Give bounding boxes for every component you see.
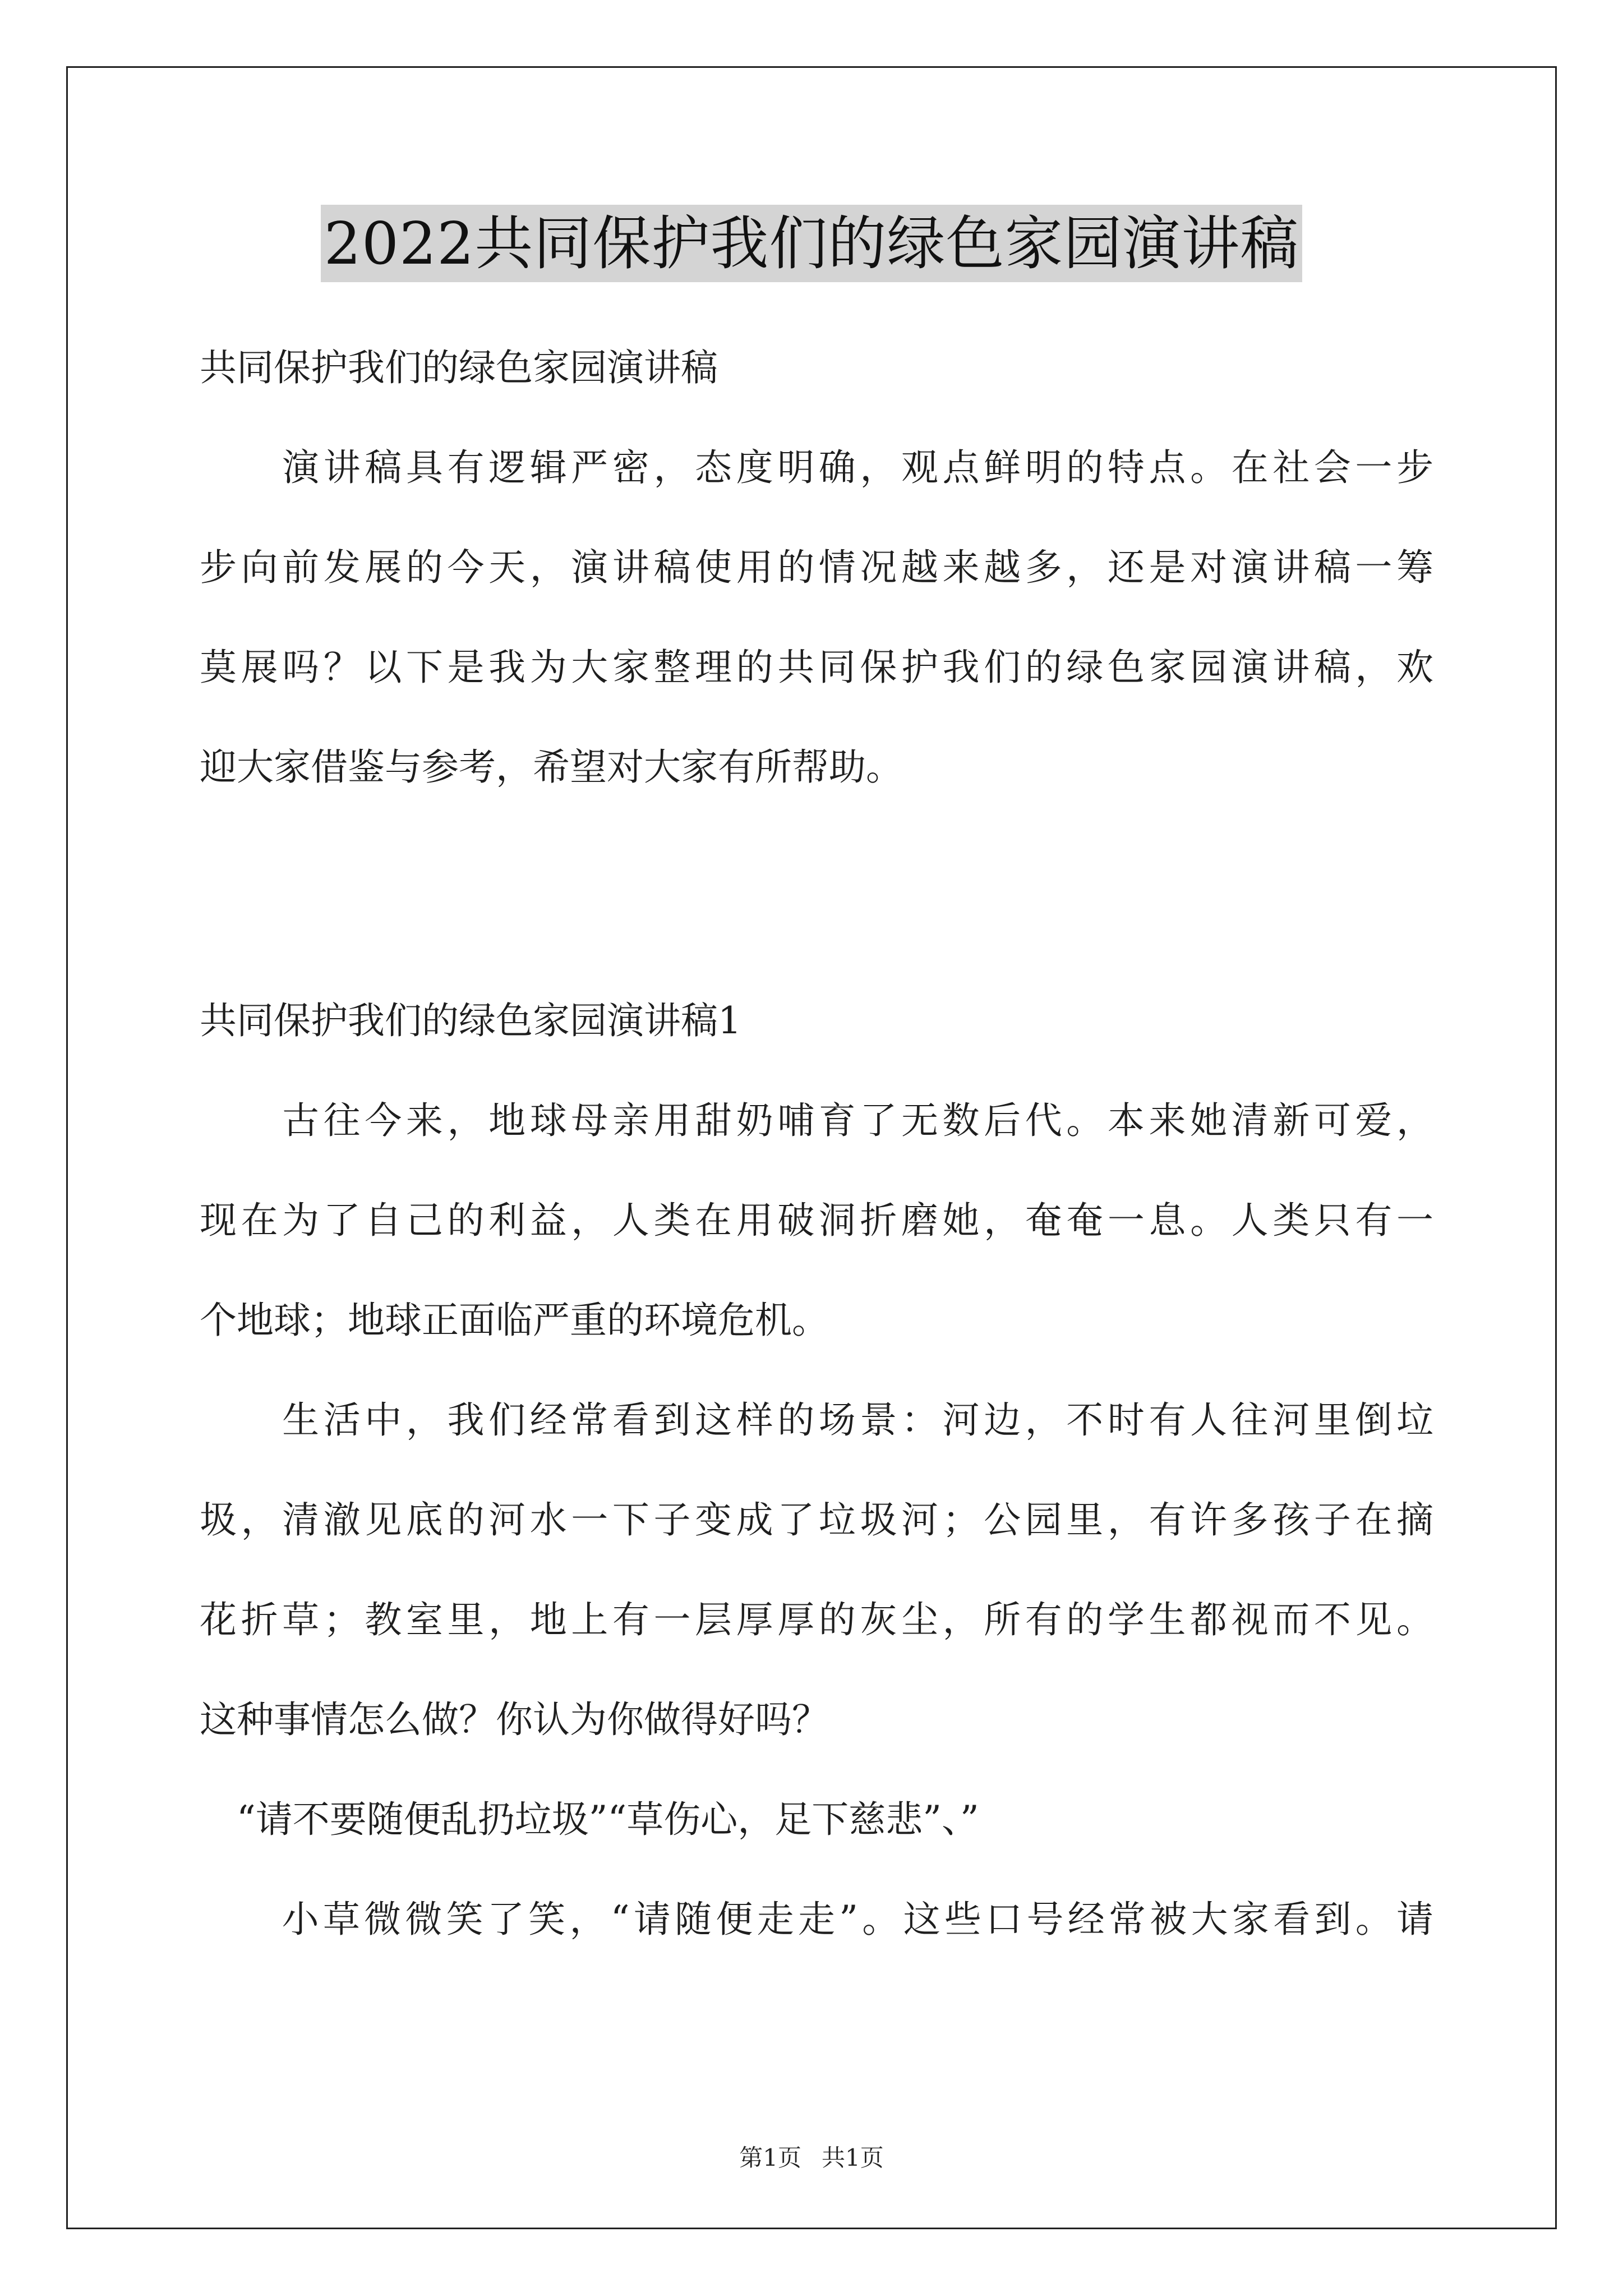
total-pages: 共1页 <box>822 2144 884 2171</box>
paragraph-line: 古往今来，地球母亲用甜奶哺育了无数后代。本来她清新可爱， <box>200 1099 1433 1142</box>
paragraph-line: 生活中，我们经常看到这样的场景：河边，不时有人往河里倒垃 <box>200 1398 1433 1442</box>
paragraph-line: 迎大家借鉴与参考，希望对大家有所帮助。 <box>200 746 903 789</box>
paragraph-line: 花折草；教室里，地上有一层厚厚的灰尘，所有的学生都视而不见。 <box>200 1598 1433 1641</box>
paragraph-line: 演讲稿具有逻辑严密，态度明确，观点鲜明的特点。在社会一步 <box>200 446 1433 489</box>
section-heading: 共同保护我们的绿色家园演讲稿1 <box>200 999 741 1042</box>
title-container <box>0 205 1623 282</box>
page-number: 第1页 <box>739 2144 801 2171</box>
paragraph-line: 圾，清澈见底的河水一下子变成了垃圾河；公园里，有许多孩子在摘 <box>200 1498 1433 1542</box>
paragraph-line: 步向前发展的今天，演讲稿使用的情况越来越多，还是对演讲稿一筹 <box>200 546 1433 589</box>
paragraph-line: 这种事情怎么做？你认为你做得好吗？ <box>200 1698 829 1741</box>
paragraph-line: 个地球；地球正面临严重的环境危机。 <box>200 1299 829 1342</box>
page-footer <box>0 2144 1623 2172</box>
document-title: 2022共同保护我们的绿色家园演讲稿 <box>321 205 1303 282</box>
section-heading: 共同保护我们的绿色家园演讲稿 <box>200 346 718 389</box>
paragraph-line: “请不要随便乱扔垃圾”“草伤心，足下慈悲”、” <box>200 1798 979 1841</box>
paragraph-line: 莫展吗？以下是我为大家整理的共同保护我们的绿色家园演讲稿，欢 <box>200 646 1433 689</box>
paragraph-line: 现在为了自己的利益，人类在用破洞折磨她，奄奄一息。人类只有一 <box>200 1199 1433 1242</box>
paragraph-line: 小草微微笑了笑，“请随便走走”。这些口号经常被大家看到。请 <box>200 1898 1433 1941</box>
